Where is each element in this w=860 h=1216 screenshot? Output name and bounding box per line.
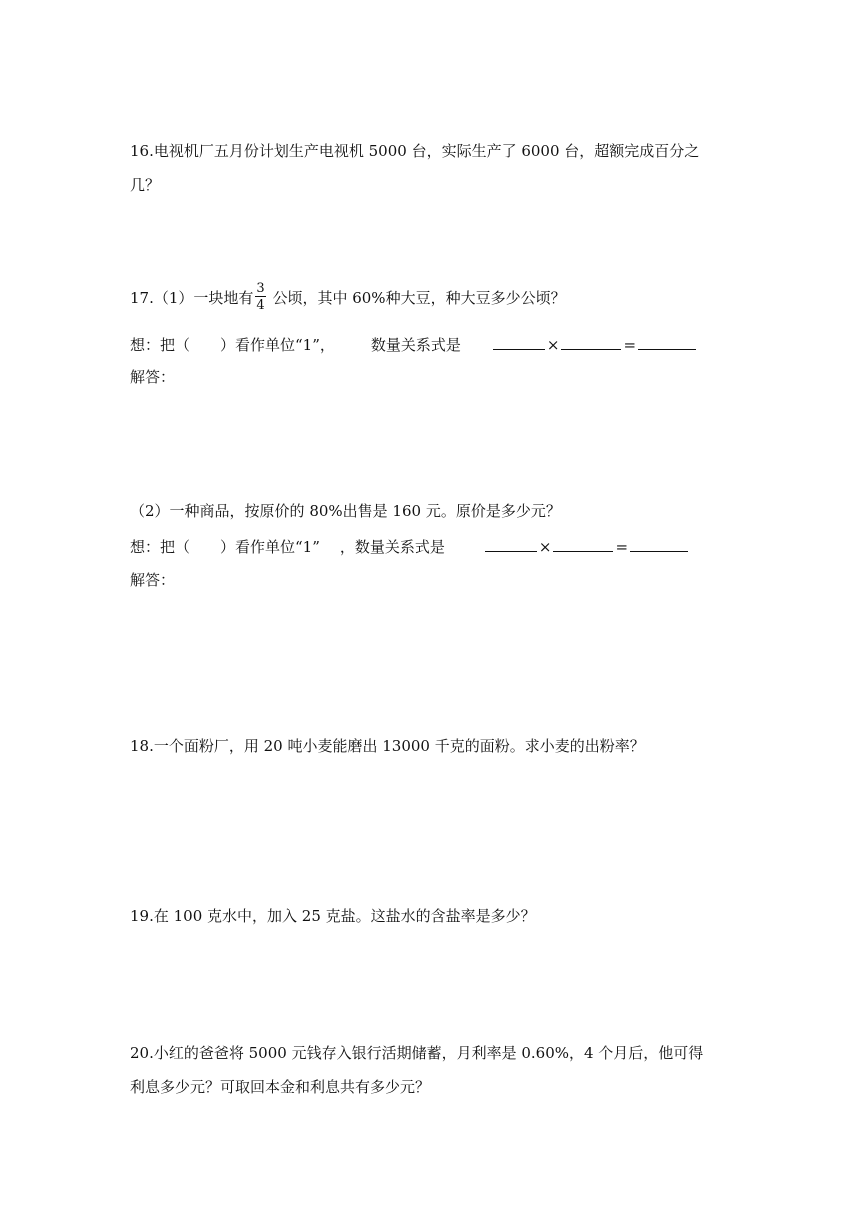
equals-sign: = [615,538,629,556]
q17-part1-question [130,281,566,314]
fraction-denominator: 4 [256,298,265,313]
fraction-three-quarters [255,282,265,312]
q17-part2-blank-1[interactable] [485,535,537,552]
times-sign: × [546,336,560,354]
q17-part2-think-line [130,535,688,558]
q17-part2-relation-label: ，数量关系式是 [339,538,445,556]
q17-part2-blank-3[interactable] [630,535,688,552]
q17-part2-think-label: 想：把（ ）看作单位“1” [130,538,320,556]
q17-part1-blank-3[interactable] [638,333,696,350]
q17-part1-blank-1[interactable] [493,333,545,350]
q16-line2: 几？ [130,176,161,194]
q20-line2: 利息多少元？可取回本金和利息共有多少元？ [130,1078,431,1096]
q17-part1-prefix: 17.（1）一块地有 [130,289,254,307]
q17-part1-relation-label: 数量关系式是 [370,336,461,354]
times-sign: × [538,538,552,556]
q17-part2-question: （2）一种商品，按原价的 80%出售是 160 元。原价是多少元？ [130,502,561,520]
q17-part1-answer-label: 解答： [130,368,176,386]
q17-part2-blank-2[interactable] [553,535,613,552]
q16-line1: 16.电视机厂五月份计划生产电视机 5000 台，实际生产了 6000 台，超额完成百分之 [130,142,700,160]
q19-text: 19.在 100 克水中，加入 25 克盐。这盐水的含盐率是多少？ [130,907,536,925]
q17-part2-answer-label: 解答： [130,571,176,589]
q18-text: 18.一个面粉厂，用 20 吨小麦能磨出 13000 千克的面粉。求小麦的出粉率？ [130,737,645,755]
equals-sign: = [623,336,637,354]
fraction-numerator: 3 [256,281,265,296]
q17-part1-think-line [130,333,696,356]
q17-part1-think-label: 想：把（ ）看作单位“1”， [130,336,335,354]
q17-part1-suffix: 公顷，其中 60%种大豆，种大豆多少公顷？ [267,289,566,307]
q17-part1-blank-2[interactable] [561,333,621,350]
q20-line1: 20.小红的爸爸将 5000 元钱存入银行活期储蓄，月利率是 0.60%，4 个月后，他可得 [130,1044,704,1062]
